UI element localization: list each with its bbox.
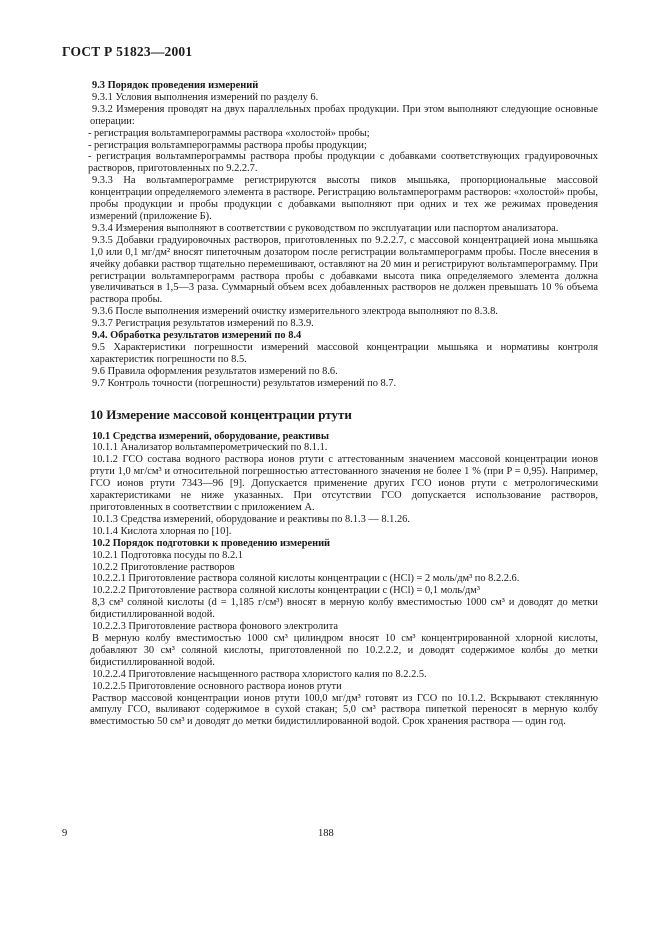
paragraph: 10.2.2.3 Приготовление раствора фонового электролита (92, 621, 339, 633)
section-heading: 10 Измерение массовой концентрации ртути (90, 406, 352, 422)
list-item: - регистрация вольтамперограммы раствора «холостой» пробы; (88, 127, 370, 139)
paragraph: 9.7 Контроль точности (погрешности) результатов измерений по 8.7. (92, 377, 397, 389)
paragraph: 10.2.1 Подготовка посуды по 8.2.1 (92, 549, 243, 561)
paragraph: В мерную колбу вместимостью 1000 см³ цилиндром вносят 10 см³ концентрированной хлорной кислоты, добавляют 30 см³ соляной кислоты, приготовленной по 10.2.2.2, и доводят содержимое колбы до метки бидистиллированной водой. (90, 632, 598, 668)
paragraph: 10.1.3 Средства измерений, оборудование и реактивы по 8.1.3 — 8.1.26. (92, 513, 410, 525)
list-item: - регистрация вольтамперограммы раствора пробы продукции с добавками соответствующих градуировочных растворов, приготовленных по 9.2.2.7. (88, 151, 598, 175)
paragraph: 9.3.2 Измерения проводят на двух параллельных пробах продукции. При этом выполняют следующие основные операции: (90, 103, 598, 127)
paragraph: 10.1.2 ГСО состава водного раствора ионов ртути с аттестованным значением массовой концентрации ионов ртути 1,0 мг/см³ и относительной погрешностью аттестованного значения не более 1 % (при P = 0,95). Например, ГСО ионов ртути 7343—96 [9]. Допускается применение других ГСО ионов ртути с метрологическими характеристиками не ниже указанных. При отсутствии ГСО допускается использование растворов, приготовленных в соответствии с приложением А. (90, 454, 598, 513)
paragraph: 10.2.2 Приготовление растворов (92, 561, 235, 573)
paragraph: 9.3.3 На вольтамперограмме регистрируются высоты пиков мышьяка, пропорциональные массовой концентрации определяемого элемента в растворе. Регистрацию вольтамперограмм растворов: «холостой» пробы, пробы продукции и пробы продукции с добавками выполняют при одних и тех же режимах проведения измерений (приложение Б). (90, 175, 598, 222)
paragraph: 9.3.6 После выполнения измерений очистку измерительного электрода выполняют по 8.3.8. (92, 306, 498, 318)
paragraph: 9.3.7 Регистрация результатов измерений по 8.3.9. (92, 318, 314, 330)
paragraph: Раствор массовой концентрации ионов ртути 100,0 мг/дм³ готовят из ГСО по 10.1.2. Вскрывают стеклянную ампулу ГСО, выливают содержимое в сухой стакан; 5,0 см³ раствора пипеткой переносят в мерную колбу вместимостью 50 см³ и доводят до метки бидистиллированной водой. Срок хранения раствора — один год. (90, 692, 598, 728)
list-item: - регистрация вольтамперограммы раствора пробы продукции; (88, 139, 367, 151)
paragraph: 8,3 см³ соляной кислоты (d = 1,185 г/см³) вносят в мерную колбу вместимостью 1000 см³ и доводят до метки бидистиллированной водой. (90, 597, 598, 621)
paragraph: 10.1.1 Анализатор вольтамперометрический по 8.1.1. (92, 442, 328, 454)
standard-header: ГОСТ Р 51823—2001 (62, 44, 193, 59)
paragraph: 10.1.4 Кислота хлорная по [10]. (92, 525, 232, 537)
paragraph: 10.2.2.4 Приготовление насыщенного раствора хлористого калия по 8.2.2.5. (92, 668, 427, 680)
subsection-heading: 9.3 Порядок проведения измерений (92, 80, 259, 91)
paragraph: 10.2.2.1 Приготовление раствора соляной кислоты концентрации c (HCl) = 2 моль/дм³ по 8.2.2.6. (92, 573, 520, 585)
subsection-heading: 10.1 Средства измерений, оборудование, реактивы (92, 430, 329, 442)
paragraph: 9.5 Характеристики погрешности измерений массовой концентрации мышьяка и нормативы контроля характеристик погрешности по 8.5. (90, 341, 598, 365)
page-number: 188 (318, 828, 334, 839)
paragraph: 9.3.5 Добавки градуировочных растворов, приготовленных по 9.2.2.7, с массовой концентрацией иона мышьяка 1,0 или 0,1 мг/дм² вносят пипеточным дозатором после регистрации вольтамперограмм пробы. После внесения в ячейку добавки раствор тщательно перемешивают, оставляют на 20 мин и регистрируют вольтамперограмму. При регистрации вольтамперограмм раствора пробы с добавками высота пика определяемого элемента должна увеличиваться в 1,5—3 раза. Суммарный объем всех добавленных растворов не должен превышать 10 % объема раствора пробы. (90, 234, 598, 306)
subsection-heading: 9.4. Обработка результатов измерений по 8.4 (92, 330, 302, 342)
footer-left-mark: 9 (62, 828, 68, 839)
subsection-heading: 10.2 Порядок подготовки к проведению измерений (92, 537, 331, 549)
paragraph: 10.2.2.2 Приготовление раствора соляной кислоты концентрации c (HCl) = 0,1 моль/дм³ (92, 585, 480, 597)
paragraph: 9.6 Правила оформления результатов измерений по 8.6. (92, 365, 338, 377)
paragraph: 9.3.1 Условия выполнения измерений по разделу 6. (92, 91, 319, 103)
paragraph: 10.2.2.5 Приготовление основного раствора ионов ртути (92, 680, 342, 692)
document-body (90, 80, 598, 728)
paragraph: 9.3.4 Измерения выполняют в соответствии с руководством по эксплуатации или паспортом анализатора. (92, 222, 559, 234)
